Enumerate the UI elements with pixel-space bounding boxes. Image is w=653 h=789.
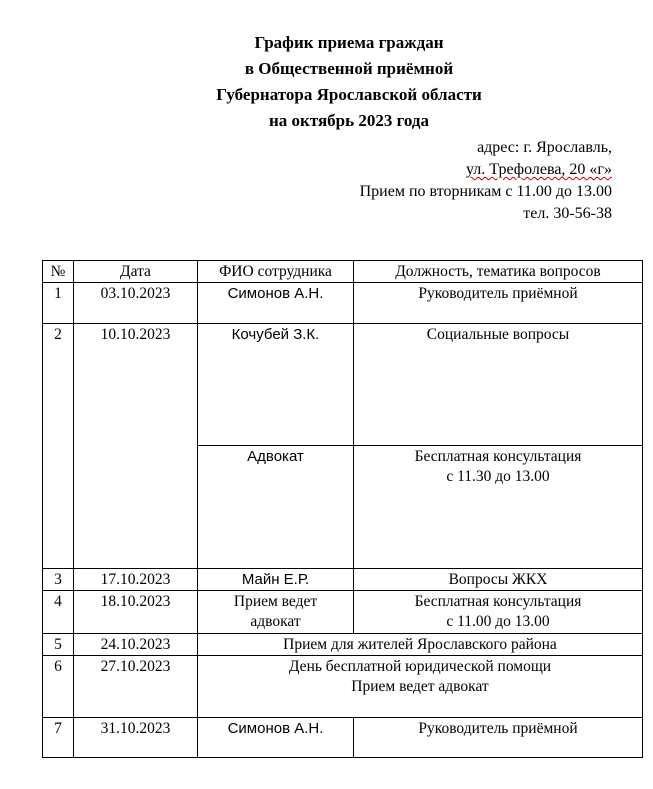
address-city: адрес: г. Ярославль,: [477, 139, 612, 156]
phone-number: тел. 30-56-38: [523, 205, 612, 222]
table-header-row: [43, 261, 643, 283]
title-line-1: График приема граждан: [254, 33, 444, 52]
row-fio: Майн Е.Р.: [198, 569, 354, 591]
topic-line: Бесплатная консультация: [414, 448, 582, 465]
row-date: 17.10.2023: [74, 569, 198, 591]
row-number: 4: [43, 591, 74, 634]
table-row: [43, 656, 643, 718]
row-date: 10.10.2023: [74, 324, 198, 569]
row-fio: Симонов А.Н.: [198, 283, 354, 324]
row-number: 1: [43, 283, 74, 324]
row-topic: Вопросы ЖКХ: [354, 569, 643, 591]
row-number: 6: [43, 656, 74, 718]
schedule-table: [42, 260, 643, 758]
fio-line: Прием ведет: [233, 593, 318, 610]
row-number: 7: [43, 718, 74, 758]
row-fio-lawyer: Адвокат: [198, 446, 354, 569]
row-date: 27.10.2023: [74, 656, 198, 718]
table-row: [43, 718, 643, 758]
col-header-fio: ФИО сотрудника: [198, 261, 354, 283]
topic-hours: с 11.30 до 13.00: [446, 468, 550, 485]
fio-line: адвокат: [250, 613, 301, 630]
row-topic: [354, 591, 643, 634]
row-merged-topic: [198, 656, 643, 718]
merged-line: День бесплатной юридической помощи: [288, 658, 552, 675]
address-street: [360, 159, 612, 181]
row-fio: Симонов А.Н.: [198, 718, 354, 758]
row-date: 18.10.2023: [74, 591, 198, 634]
merged-line: Прием ведет адвокат: [351, 678, 489, 695]
address-block: [360, 137, 612, 225]
row-fio: [198, 591, 354, 634]
row-number: 2: [43, 324, 74, 569]
col-header-number: №: [43, 261, 74, 283]
table-row: [43, 569, 643, 591]
row-merged-topic: Прием для жителей Ярославского района: [198, 634, 643, 656]
row-topic: Социальные вопросы: [354, 324, 643, 446]
row-topic: Руководитель приёмной: [354, 718, 643, 758]
title-line-4: на октябрь 2023 года: [268, 111, 429, 130]
row-number: 3: [43, 569, 74, 591]
row-date: 31.10.2023: [74, 718, 198, 758]
row-topic: Руководитель приёмной: [354, 283, 643, 324]
address-street-text: ул. Трефолева, 20 «г»: [466, 161, 612, 178]
title-line-3: Губернатора Ярославской области: [216, 85, 482, 104]
row-topic-consultation: [354, 446, 643, 569]
col-header-topic: Должность, тематика вопросов: [354, 261, 643, 283]
table-row: [43, 283, 643, 324]
row-fio: Кочубей З.К.: [198, 324, 354, 446]
document-title: [0, 30, 653, 134]
table-row: [43, 324, 643, 446]
table-row: [43, 634, 643, 656]
reception-hours: Прием по вторникам с 11.00 до 13.00: [359, 183, 612, 200]
topic-hours: с 11.00 до 13.00: [446, 613, 550, 630]
topic-line: Бесплатная консультация: [414, 593, 582, 610]
row-date: 03.10.2023: [74, 283, 198, 324]
row-date: 24.10.2023: [74, 634, 198, 656]
row-number: 5: [43, 634, 74, 656]
col-header-date: Дата: [74, 261, 198, 283]
table-row: [43, 591, 643, 634]
title-line-2: в Общественной приёмной: [244, 59, 454, 78]
